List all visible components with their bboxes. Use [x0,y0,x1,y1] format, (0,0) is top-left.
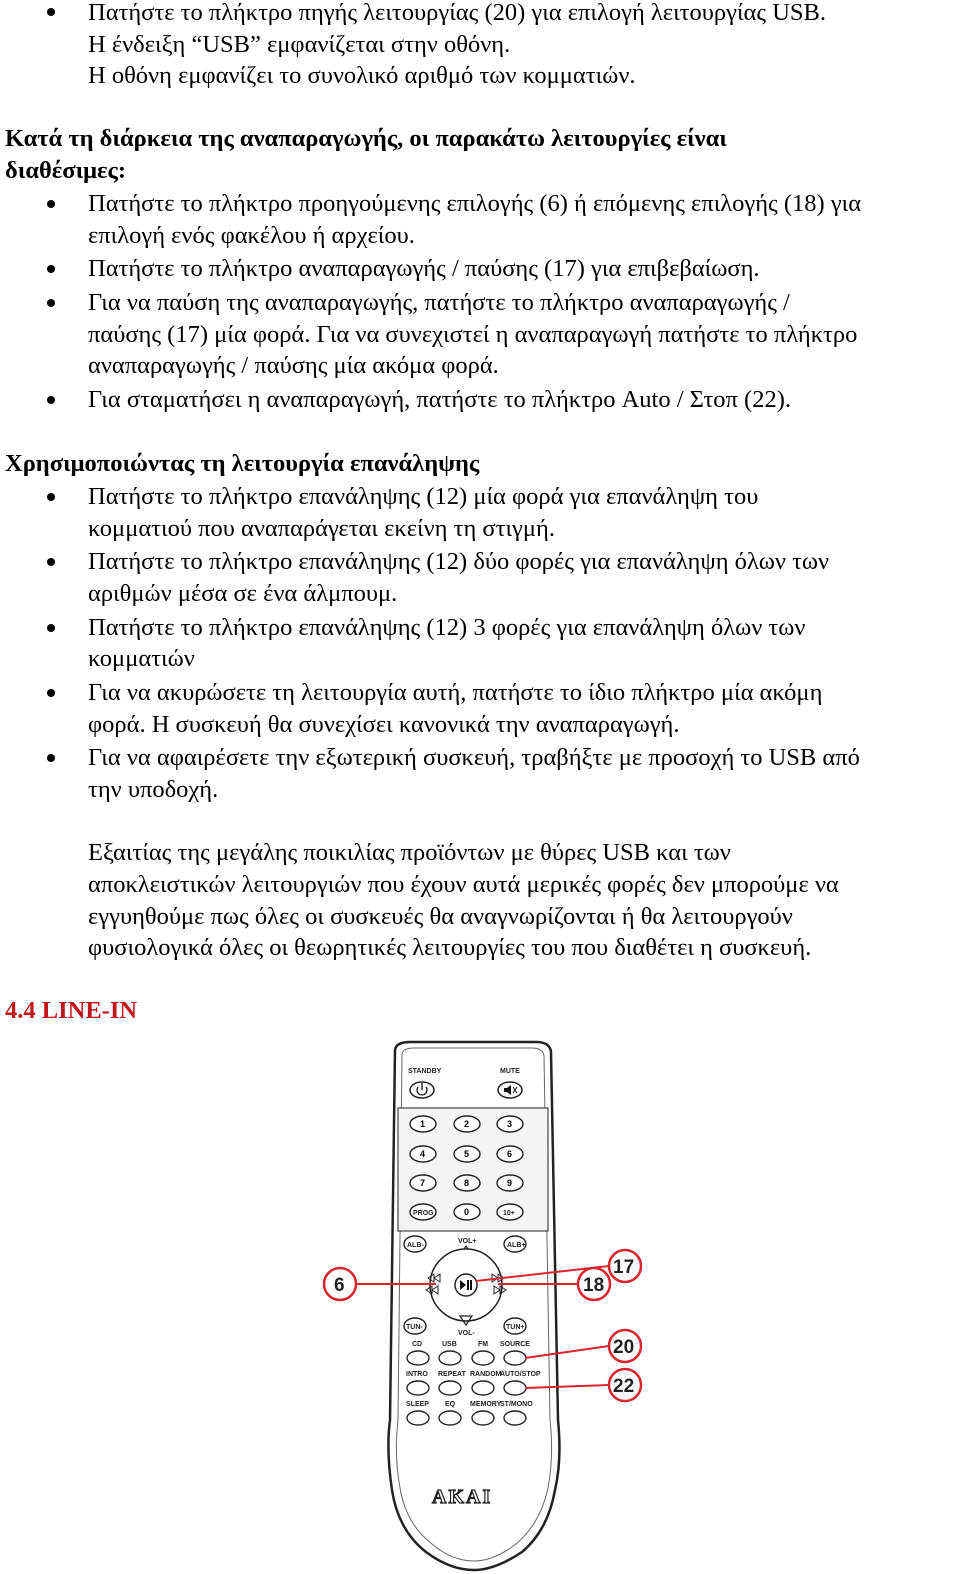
repeat-item-2-line-2: αριθμών μέσα σε ένα άλμπουμ. [88,580,398,607]
section-title: 4.4 LINE-IN [5,997,138,1024]
standby-label: STANDBY [408,1068,442,1075]
bullet-dot [47,299,55,307]
digit-label-9: 9 [507,1178,513,1188]
repeat-item-2-line-1: Πατήστε το πλήκτρο επανάληψης (12) δύο φορές για επανάληψη όλων των [88,548,830,575]
random-button [472,1381,494,1395]
playback-item-4-line-1: Για σταματήσει η αναπαραγωγή, πατήστε το πλήκτρο Auto / Στοπ (22). [88,386,791,413]
digit-label-4: 4 [420,1149,426,1159]
bullet-dot [47,396,55,404]
bullet-dot [47,493,55,501]
remote-control-illustration [300,1040,660,1574]
digit-label-1: 1 [420,1119,426,1129]
note-line-3: εγγυηθούμε πως όλες οι συσκευές θα αναγνωρίζονται ή θα λειτουργούν [88,903,793,930]
playback-item-2-line-1: Πατήστε το πλήκτρο αναπαραγωγής / παύσης (17) για επιβεβαίωση. [88,255,760,282]
tun-minus-label: TUN- [406,1324,423,1331]
digit-label-0: 0 [464,1207,470,1217]
playback-item-1-line-1: Πατήστε το πλήκτρο προηγούμενης επιλογής (6) ή επόμενης επιλογής (18) για [88,190,862,217]
digit-label-5: 5 [464,1149,470,1159]
repeat-heading: Χρησιμοποιώντας τη λειτουργία επανάληψης [5,450,480,477]
mute-label: MUTE [500,1068,520,1075]
eq-label: EQ [445,1401,456,1408]
digit-label-6: 6 [507,1149,513,1159]
random-label: RANDOM [470,1371,502,1378]
repeat-item-4-line-2: φορά. Η συσκευή θα συνεχίσει κανονικά την αναπαραγωγή. [88,711,680,738]
prog-label: PROG [413,1210,434,1217]
digit-label-3: 3 [507,1119,513,1129]
bullet-dot [47,8,55,16]
callout-20-label: 20 [613,1337,635,1358]
intro-line-1: Πατήστε το πλήκτρο πηγής λειτουργίας (20) για επιλογή λειτουργίας USB. [88,0,826,26]
callout-22-label: 22 [613,1376,635,1397]
callout-18-label: 18 [583,1275,605,1296]
bullet-dot [47,624,55,632]
tun-plus-label: TUN+ [506,1324,525,1331]
fm-button [472,1351,494,1365]
repeat-item-5-line-2: την υποδοχή. [88,776,219,803]
repeat-button [439,1381,461,1395]
sleep-label: SLEEP [406,1401,429,1408]
playback-item-1-line-2: επιλογή ενός φακέλου ή αρχείου. [88,222,415,249]
st-mono-button [504,1411,526,1425]
sleep-button [407,1411,429,1425]
playback-heading-2: διαθέσιμες: [5,157,127,184]
cd-button [407,1351,429,1365]
memory-button [472,1411,494,1425]
brand-logo: AKAI [432,1486,493,1508]
callout-6-label: 6 [334,1275,345,1296]
digit-label-2: 2 [464,1119,470,1129]
usb-button [439,1351,461,1365]
note-line-1: Εξαιτίας της μεγάλης ποικιλίας προϊόντων με θύρες USB και των [88,839,731,866]
playback-item-3-line-3: αναπαραγωγής / παύσης μία ακόμα φορά. [88,352,499,379]
intro-line-3: Η οθόνη εμφανίζει το συνολικό αριθμό των κομματιών. [88,62,636,89]
note-line-2: αποκλειστικών λειτουργιών που έχουν αυτά μερικές φορές δεν μπορούμε να [88,871,839,898]
intro-label: INTRO [406,1371,428,1378]
st-mono-label: ST/MONO [500,1401,533,1408]
repeat-item-5-line-1: Για να αφαιρέσετε την εξωτερική συσκευή, τραβήξτε με προσοχή το USB από [88,744,860,771]
bullet-dot [47,558,55,566]
bullet-dot [47,689,55,697]
bullet-dot [47,200,55,208]
note-line-4: φυσιολογικά όλες οι θεωρητικές λειτουργίες του που διαθέτει η συσκευή. [88,934,812,961]
fm-label: FM [478,1341,489,1348]
intro-line-2: Η ένδειξη “USB” εμφανίζεται στην οθόνη. [88,31,511,58]
eq-button [439,1411,461,1425]
digit-label-8: 8 [464,1178,470,1188]
repeat-item-4-line-1: Για να ακυρώσετε τη λειτουργία αυτή, πατήστε το ίδιο πλήκτρο μία ακόμη [88,679,823,706]
source-label: SOURCE [500,1341,530,1348]
cd-label: CD [412,1341,423,1348]
repeat-item-3-line-1: Πατήστε το πλήκτρο επανάληψης (12) 3 φορές για επανάληψη όλων των [88,614,806,641]
ten-plus-label: 10+ [503,1210,515,1217]
memory-label: MEMORY [470,1401,502,1408]
usb-label: USB [442,1341,457,1348]
playback-heading-1: Κατά τη διάρκεια της αναπαραγωγής, οι παρακάτω λειτουργίες είναι [5,125,727,152]
vol-minus-label: VOL- [458,1330,475,1337]
playback-item-3-line-1: Για να παύση της αναπαραγωγής, πατήστε το πλήκτρο αναπαραγωγής / [88,289,790,316]
bullet-dot [47,265,55,273]
intro-button [407,1381,429,1395]
source-button [504,1351,526,1365]
playback-item-3-line-2: παύσης (17) μία φορά. Για να συνεχιστεί η αναπαραγωγή πατήστε το πλήκτρο [88,321,858,348]
vol-plus-label: VOL+ [458,1238,477,1245]
repeat-item-1-line-1: Πατήστε το πλήκτρο επανάληψης (12) μία φορά για επανάληψη του [88,483,759,510]
repeat-item-1-line-2: κομματιού που αναπαράγεται εκείνη τη στιγμή. [88,515,555,542]
auto-stop-button [504,1381,526,1395]
alb-plus-label: ALB+ [507,1242,526,1249]
repeat-label: REPEAT [438,1371,466,1378]
digit-label-7: 7 [420,1178,426,1188]
repeat-item-3-line-2: κομματιών [88,645,195,672]
callout-17-label: 17 [613,1257,635,1278]
bullet-dot [47,754,55,762]
auto-stop-label: AUTO/STOP [500,1371,541,1378]
alb-minus-label: ALB- [407,1242,424,1249]
